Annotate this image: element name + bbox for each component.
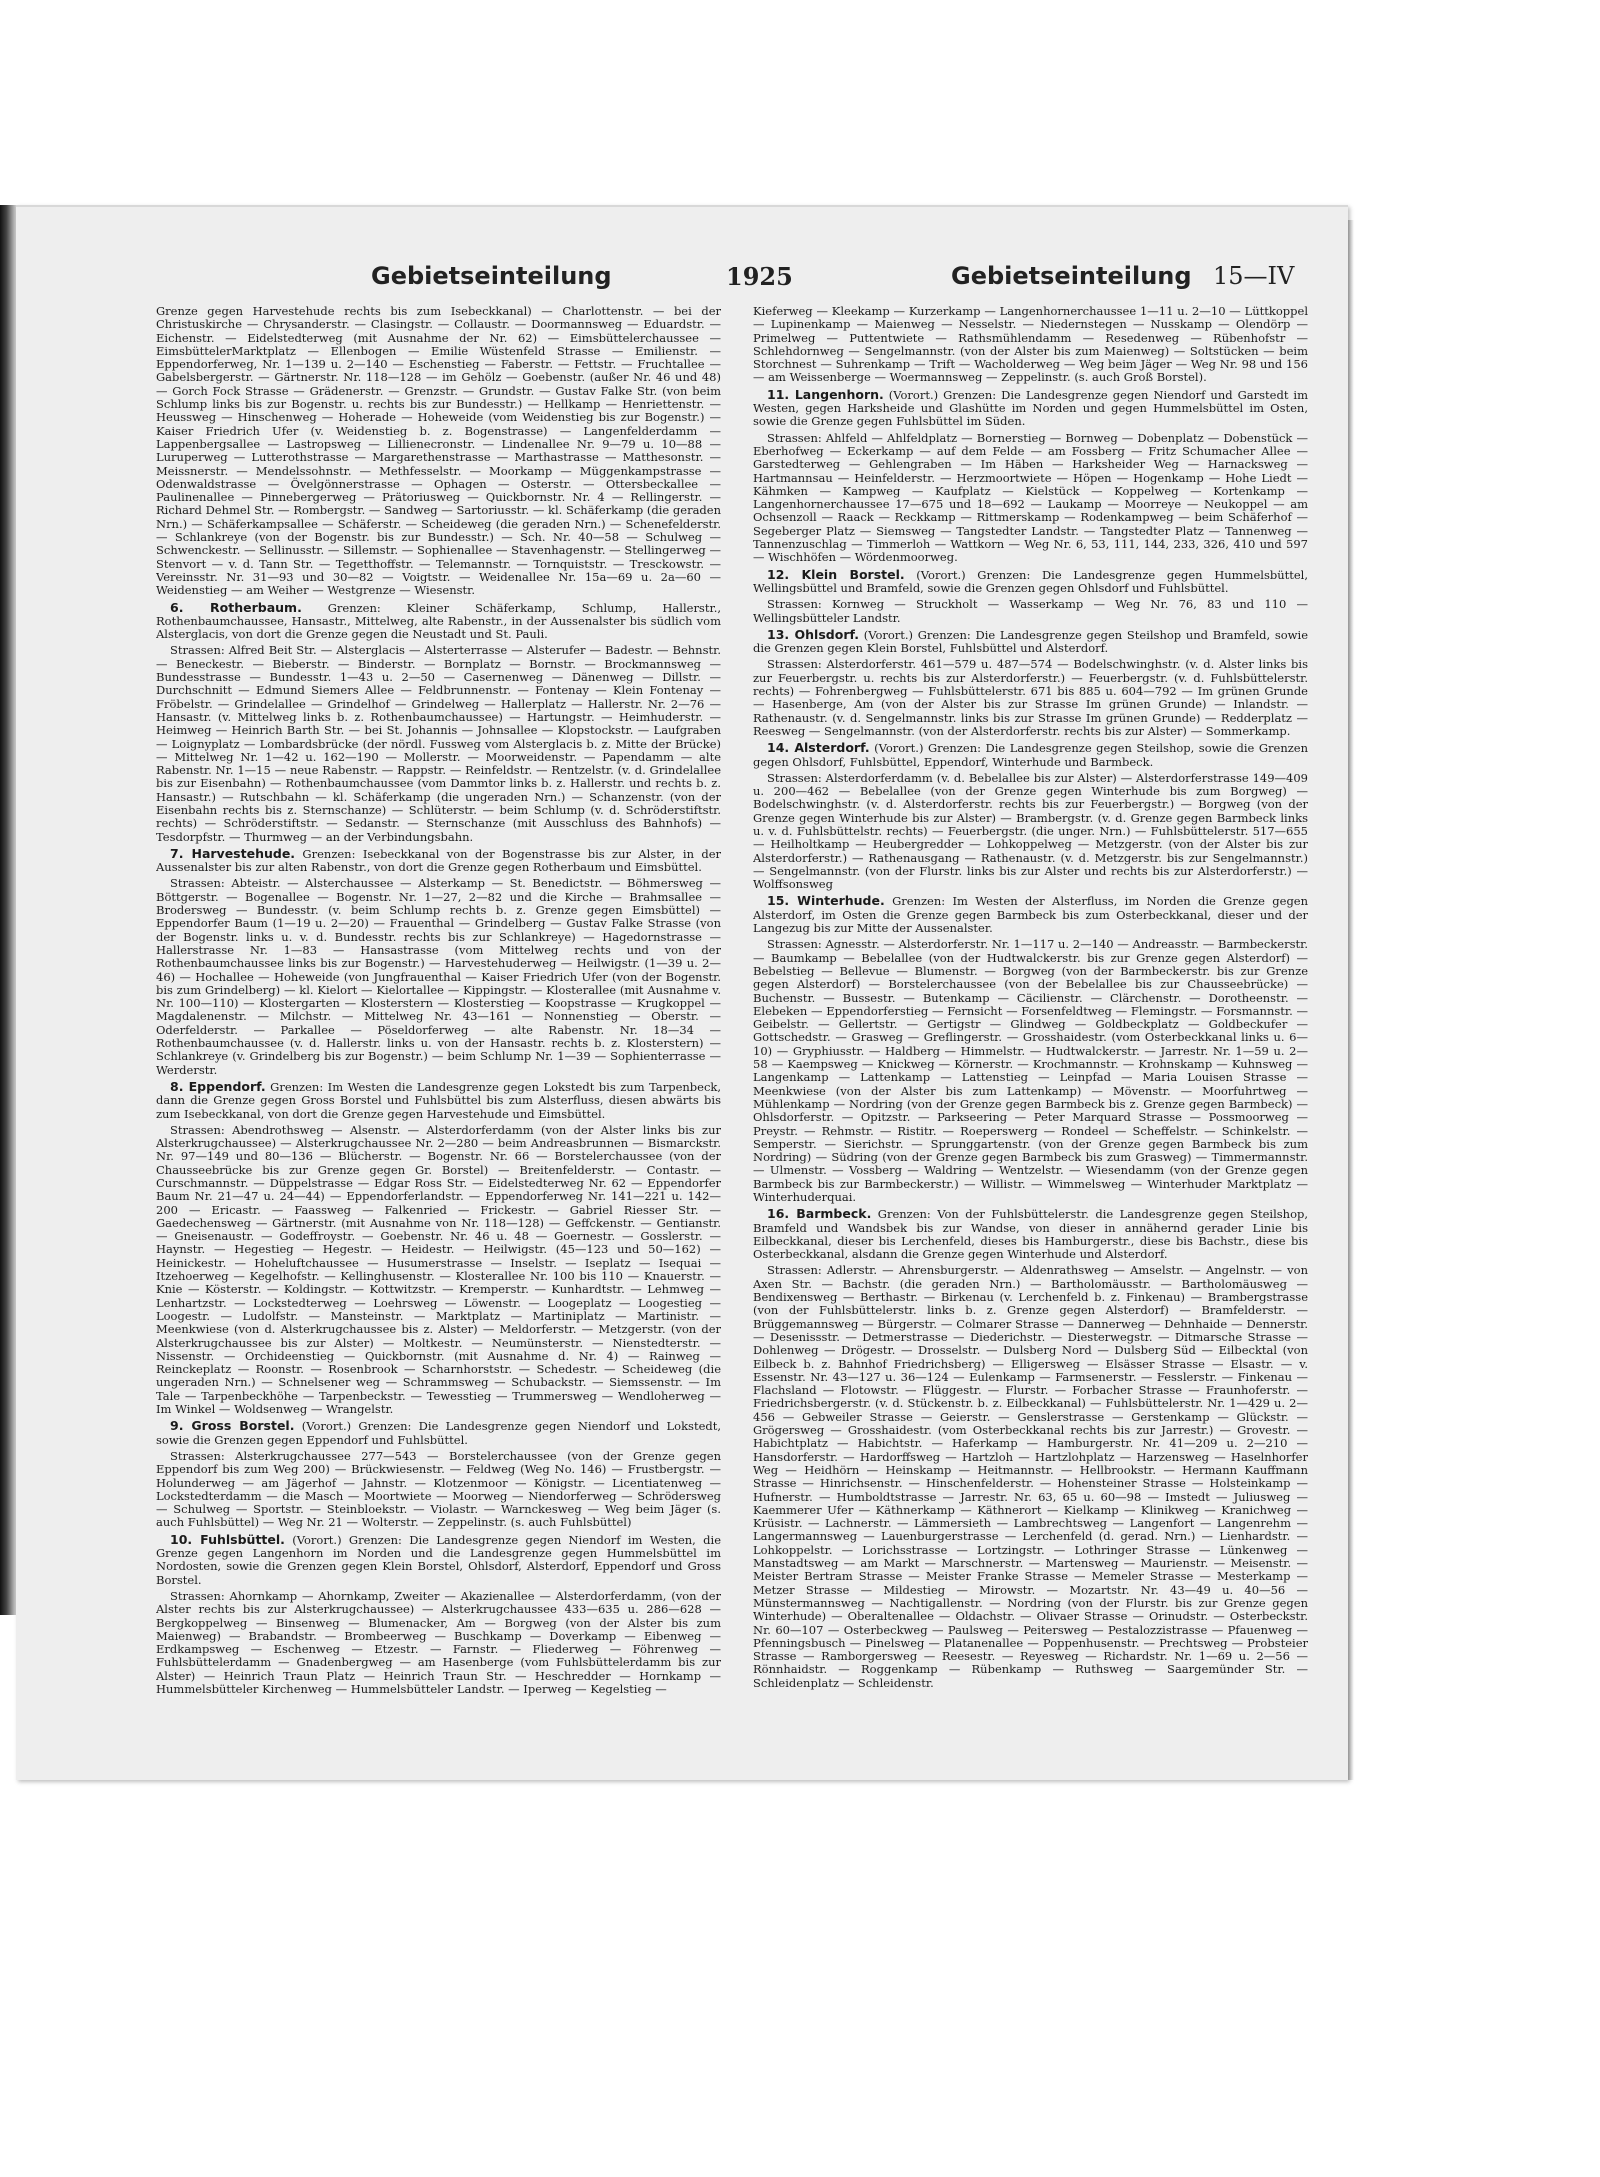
section-12-streets: Strassen: Kornweg — Struckholt — Wasserkamp — Weg Nr. 76, 83 und 110 — Wellingsbütteler Landstr.: [753, 597, 1308, 625]
section-12: [753, 568, 1308, 596]
section-10-boundaries: (Vorort.) Grenzen: Die Landesgrenze gegen Niendorf im Westen, die Grenze gegen Langenhorn im Norden und die Landesgrenze gegen Hummelsbüttel im Nordosten, sowie die Grenzen gegen Klein Borstel, Ohlsdorf, Alsterdorf, Eppendorf und Gross Borstel.: [156, 1532, 721, 1587]
section-9-streets: Strassen: Alsterkrugchaussee 277—543 — Borstelerchaussee (von der Grenze gegen Eppendorf bis zum Weg 200) — Brückwiesenstr. — Feldweg (Weg No. 146) — Frustbergstr. — Holunderweg — am Jägerhof — Jahnstr. — Klotzenmoor — Königstr. — Licentiatenweg — Lockstedterdamm — die Masch — Moortwiete — Moorweg — Niendorferweg — Schrödersweg — Schulweg — Sportstr. — Steinbloekstr. — Violastr. — Warnckesweg — Weg beim Jäger (s. auch Fuhlsbüttel) — Weg Nr. 21 — Wolterstr. — Zeppelinstr. (s. auch Fuhlsbüttel): [156, 1448, 721, 1530]
header-right-title: Gebietseinteilung: [951, 262, 1192, 290]
section-7: [156, 847, 721, 875]
section-11-boundaries: (Vorort.) Grenzen: Die Landesgrenze gegen Niendorf und Garstedt im Westen, gegen Harksheide und Glashütte im Norden und gegen Hummelsbüttel im Osten, sowie die Grenze gegen Fuhlsbüttel im Süden.: [753, 387, 1308, 429]
section-9-title: 9. Gross Borstel.: [170, 1418, 295, 1434]
section-7-title: 7. Harvestehude.: [170, 845, 296, 861]
section-11: [753, 388, 1308, 429]
section-8-boundaries: Grenzen: Im Westen die Landesgrenze gegen Lokstedt bis zum Tarpenbeck, dann die Grenze gegen Gross Borstel und Fuhlsbüttel bis zum Alsterfluss, diesen abwärts bis zum Isebeckkanal, von dort die Grenze gegen Harvestehude und Eimsbüttel.: [156, 1079, 721, 1121]
section-8-streets: Strassen: Abendrothsweg — Alsenstr. — Alsterdorferdamm (von der Alster links bis zur Alsterkrugchaussee) — Alsterkrugchaussee Nr. 2—280 — beim Andreasbrunnen — Bismarckstr. Nr. 97—149 und 80—136 — Blücherstr. — Bogenstr. Nr. 66 — Borstelerchaussee (von der Chausseebrücke bis zur Grenze gegen Gr. Borstel) — Breitenfelderstr. — Contastr. — Curschmannstr. — Düppelstrasse — Edgar Ross Str. — Eidelstedterweg Nr. 62 — Eppendorfer Baum Nr. 21—47 u. 24—44) — Eppendorferlandstr. — Eppendorferweg Nr. 141—221 u. 142—200 — Ericastr. — Faassweg — Falkenried — Frickestr. — Gabriel Riesser Str. — Gaedechensweg — Gärtnerstr. (mit Ausnahme von Nr. 118—128) — Geffckenstr. — Gentianstr. — Gneisenaustr. — Godeffroystr. — Goebenstr. Nr. 46 u. 48 — Goernestr. — Gosslerstr. — Haynstr. — Hegestieg — Hegestr. — Heidestr. — Heilwigstr. (45—123 und 50—162) — Heinickestr. — Hoheluftchaussee — Husumerstrasse — Inselstr. — Iseplatz — Isequai — Itzehoerweg — Kegelhofstr. — Kellinghusenstr. — Klosterallee Nr. 100 bis 110 — Knauerstr. — Knie — Kösterstr. — Koldingstr. — Kottwitzstr. — Kremperstr. — Kunhardtstr. — Lehmweg — Lenhartzstr. — Lockstedterweg — Loehrsweg — Löwenstr. — Loogeplatz — Loogestieg — Loogestr. — Ludolfstr. — Mansteinstr. — Marktplatz — Martiniplatz — Martinistr. — Meenkwiese (von d. Alsterkrugchaussee bis z. Alster) — Meldorferstr. — Metzgerstr. (von der Alsterkrugchaussee bis zur Alster) — Moltkestr. — Neumünsterstr. — Nienstedterstr. — Nissenstr. — Orchideenstieg — Quickbornstr. (mit Ausnahme d. Nr. 4) — Rainweg — Reinckeplatz — Roonstr. — Rosenbrook — Scharnhorststr. — Schedestr. — Scheideweg (die ungeraden Nrn.) — Schnelsener weg — Schrammsweg — Schubackstr. — Siemssenstr. — Im Tale — Tarpenbeckhöhe — Tarpenbeckstr. — Tewesstieg — Trummersweg — Wendloherweg — Im Winkel — Woldsenweg — Wrangelstr.: [156, 1122, 721, 1417]
section-16-title: 16. Barmbeck.: [767, 1206, 872, 1222]
section-12-title: 12. Klein Borstel.: [767, 566, 905, 582]
header-year: 1925: [726, 262, 793, 291]
section-5-continuation: Grenze gegen Harvestehude rechts bis zum Isebeckkanal) — Charlottenstr. — bei der Christuskirche — Chrysanderstr. — Clasingstr. — Collaustr. — Doormannsweg — Eduardstr. — Eichenstr. — Eidelstedterweg (mit Ausnahme der Nr. 62) — Eimsbüttelerchaussee — EimsbüttelerMarktplatz — Ellenbogen — Emilie Wüstenfeld Strasse — Emilienstr. — Eppendorferweg, Nr. 1—139 u. 2—140 — Eschenstieg — Faberstr. — Fettstr. — Fruchtallee — Gabelsbergerstr. — Gärtnerstr. Nr. 118—128 — im Gehölz — Goebenstr. (außer Nr. 46 und 48) — Gorch Fock Strasse — Grädenerstr. — Grenzstr. — Grundstr. — Gustav Falke Str. (von beim Schlump links bis zur Bogenstr. u. rechts bis zur Bundesstr.) — Hellkamp — Henriettenstr. — Heussweg — Hinschenweg — Hoherade — Hoheweide (vom Weidenstieg bis zur Bogenstr.) — Kaiser Friedrich Ufer (v. Weidenstieg b. z. Bogenstrasse) — Langenfelderdamm — Lappenbergsallee — Lastropsweg — Lillienecronstr. — Lindenallee Nr. 9—79 u. 10—88 — Luruperweg — Lutterothstrasse — Margarethenstrasse — Marthastrasse — Matthesonstr. — Meissnerstr. — Mendelssohnstr. — Methfesselstr. — Moorkamp — Müggenkampstrasse — Odenwaldstrasse — Övelgönnerstrasse — Ophagen — Osterstr. — Ottersbeckallee — Paulinenallee — Pinnebergerweg — Prätoriusweg — Quickbornstr. Nr. 4 — Rellingerstr. — Richard Dehmel Str. — Rombergstr. — Sandweg — Sartoriusstr. — kl. Schäferkamp (die geraden Nrn.) — Schäferkampsallee — Schäferstr. — Scheideweg (die geraden Nrn.) — Schenefelderstr. — Schlankreye (von der Bogenstr. bis zur Bundesstr.) — Sch. Nr. 40—58 — Schulweg — Schwenckestr. — Sellinusstr. — Sillemstr. — Sophienallee — Stavenhagenstr. — Stellingerweg — Stenvort — v. d. Tann Str. — Tegetthoffstr. — Telemannstr. — Tornquiststr. — Tresckowstr. — Vereinsstr. Nr. 31—93 und 30—82 — Voigtstr. — Weidenallee Nr. 15a—69 u. 2a—60 — Weidenstieg — am Weiher — Westgrenze — Wiesenstr.: [156, 305, 721, 598]
section-6-boundaries: Grenzen: Kleiner Schäferkamp, Schlump, Hallerstr., Rothenbaumchaussee, Hansastr., Mittelweg, alte Rabenstr., in der Aussenalster bis südlich vom Alsterglacis, von dort die Grenze gegen die Neustadt und St. Pauli.: [156, 600, 721, 642]
section-9: [156, 1419, 721, 1447]
running-head: [16, 262, 1348, 302]
section-10-streets: Strassen: Ahornkamp — Ahornkamp, Zweiter — Akazienallee — Alsterdorferdamm, (von der Alster rechts bis zur Alsterkrugchaussee) — Alsterkrugchaussee 433—635 u. 286—628 — Bergkoppelweg — Binsenweg — Blumenacker, Am — Borgweg (von der Alster bis zum Maienweg) — Brabandstr. — Brombeerweg — Buschkamp — Doverkamp — Eibenweg — Erdkampsweg — Eschenweg — Etzestr. — Farnstr. — Fliederweg — Föhrenweg — Fuhlsbüttelerdamm — Gnadenbergweg — am Hasenberge (vom Fuhlsbüttelerdamm bis zur Alster) — Heinrich Traun Platz — Heinrich Traun Str. — Heschredder — Hornkamp — Hummelsbütteler Kirchenweg — Hummelsbütteler Landstr. — Iperweg — Kegelstieg —: [156, 1588, 721, 1696]
section-8: [156, 1080, 721, 1121]
section-9-boundaries: (Vorort.) Grenzen: Die Landesgrenze gegen Niendorf und Lokstedt, sowie die Grenzen gegen Eppendorf und Fuhlsbüttel.: [156, 1419, 721, 1447]
section-15-streets: Strassen: Agnesstr. — Alsterdorferstr. Nr. 1—117 u. 2—140 — Andreasstr. — Barmbeckerstr. — Baumkamp — Bebelallee (von der Hudtwalckerstr. bis zur Grenze gegen Alsterdorf) — Bebelstieg — Bellevue — Blumenstr. — Borgweg (von der Barmbeckerstr. bis zur Grenze gegen Alsterdorf) — Borstelerchaussee (von der Bebelallee bis zur Chausseebrücke) — Buchenstr. — Bussestr. — Butenkamp — Cäcilienstr. — Clärchenstr. — Dorotheenstr. — Elebeken — Eppendorferstieg — Fernsicht — Forsenfeldtweg — Flemingstr. — Forsmannstr. — Geibelstr. — Gellertstr. — Gertigstr — Glindweg — Goldbeckplatz — Goldbeckufer — Gottschedstr. — Grasweg — Greflingerstr. — Grosshaidestr. (vom Osterbeckkanal links u. 6—10) — Gryphiusstr. — Haldberg — Himmelstr. — Hudtwalckerstr. — Jarrestr. Nr. 1—59 u. 2—58 — Kaempsweg — Knickweg — Körnerstr. — Krochmannstr. — Krohnskamp — Kuhnsweg — Langenkamp — Lattenkamp — Lattenstieg — Leinpfad — Maria Louisen Strasse — Meenkwiese (von der Alster bis zum Lattenkamp) — Mövenstr. — Moorfuhrtweg — Mühlenkamp — Nordring (von der Grenze gegen Barmbeck bis z. Grenze gegen Barmbeck) — Ohlsdorferstr. — Opitzstr. — Parkseering — Peter Marquard Strasse — Possmoorweg — Preystr. — Rehmstr. — Ristitr. — Roeperswerg — Rondeel — Scheffelstr. — Schinkelstr. — Semperstr. — Sierichstr. — Sprunggartenstr. (von der Grenze gegen Barmbeck bis zum Nordring) — Südring (von der Grenze gegen Barmbeck bis zum Grasweg) — Timmermannstr. — Ulmenstr. — Vossberg — Waldring — Wentzelstr. — Wiesendamm (von der Grenze gegen Barmbeck bis zur Barmbeckerstr.) — Willistr. — Wimmelsweg — Winterhuder Marktplatz — Winterhuderquai.: [753, 937, 1308, 1204]
section-15-title: 15. Winterhude.: [767, 893, 885, 909]
section-10-continuation: Kieferweg — Kleekamp — Kurzerkamp — Langenhornerchaussee 1—11 u. 2—10 — Lüttkoppel — Lupinenkamp — Maienweg — Nesselstr. — Niedernstegen — Nusskamp — Olendörp — Primelweg — Puttentwiete — Rathsmühlendamm — Resedenweg — Rübenhofstr — Schlehdornweg — Sengelmannstr. (von der Alster bis zum Maienweg) — Soltstücken — beim Storchnest — Suhrenkamp — Trift — Wacholderweg — Weg beim Jäger — Weg Nr. 98 und 156 — am Weissenberge — Woermannsweg — Zeppelinstr. (s. auch Groß Borstel).: [753, 305, 1308, 385]
section-15-boundaries: Grenzen: Im Westen der Alsterfluss, im Norden die Grenze gegen Alsterdorf, im Osten die Grenze gegen Barmbeck bis zum Osterbeckkanal, dieser und der Langezug bis zur Mitte der Aussenalster.: [753, 894, 1308, 936]
section-16: [753, 1207, 1308, 1261]
section-13: [753, 628, 1308, 656]
section-10-title: 10. Fuhlsbüttel.: [170, 1531, 285, 1547]
section-13-streets: Strassen: Alsterdorferstr. 461—579 u. 487—574 — Bodelschwinghstr. (v. d. Alster links bis zur Feuerbergstr. u. rechts bis zur Alsterdorferstr.) — Feuerbergstr. (v. d. Fuhlsbüttelerstr. rechts) — Fohrenbergweg — Fuhlsbüttelerstr. 671 bis 885 u. 604—792 — Im grünen Grunde — Hasenberge, Am (von der Alster bis zur Strasse Im grünen Grunde) — Inlandstr. — Rathenaustr. (v. d. Sengelmannstr. links bis zur Strasse Im grünen Grunde) — Redderplatz — Reesweg — Sengelmannstr. (von der Alsterdorferstr. rechts bis zur Alster) — Sommerkamp.: [753, 657, 1308, 738]
section-14-boundaries: (Vorort.) Grenzen: Die Landesgrenze gegen Steilshop, sowie die Grenzen gegen Ohlsdorf, Fuhlsbüttel, Eppendorf, Winterhude und Barmbeck.: [753, 741, 1308, 769]
section-13-boundaries: (Vorort.) Grenzen: Die Landesgrenze gegen Steilshop und Bramfeld, sowie die Grenzen gegen Klein Borstel, Fuhlsbüttel und Alsterdorf.: [753, 627, 1308, 656]
section-6-streets: Strassen: Alfred Beit Str. — Alsterglacis — Alsterterrasse — Alsterufer — Badestr. — Behnstr. — Beneckestr. — Bieberstr. — Binderstr. — Bornplatz — Bornstr. — Brockmannsweg — Bundesstrasse — Bundesstr. 1—43 u. 2—50 — Casernenweg — Dänenweg — Dillstr. — Durchschnitt — Edmund Siemers Allee — Feldbrunnenstr. — Fontenay — Klein Fontenay — Fröbelstr. — Grindelallee — Grindelhof — Grindelweg — Hallerplatz — Hallerstr. Nr. 2—76 — Hansastr. (v. Mittelweg links b. z. Rothenbaumchaussee) — Hartungstr. — Heimhuderstr. — Heimweg — Heinrich Barth Str. — bei St. Johannis — Johnsallee — Klopstockstr. — Laufgraben — Loignyplatz — Lombardsbrücke (der nördl. Fussweg vom Alsterglacis b. z. Mitte der Brücke) — Mittelweg Nr. 1—42 u. 162—190 — Mollerstr. — Moorweidenstr. — Papendamm — alte Rabenstr. Nr. 1—15 — neue Rabenstr. — Rappstr. — Reinfeldstr. — Rentzelstr. (v. d. Grindelallee bis zur Eisenbahn) — Rothenbaumchaussee (vom Dammtor links b. z. Hallerstr. und rechts b. z. Hansastr.) — Rutschbahn — kl. Schäferkamp (die ungeraden Nrn.) — Schanzenstr. (von der Eisenbahn rechts bis z. Sternschanze) — Schlüterstr. — beim Schlump (v. d. Schröderstiftstr. rechts) — Schröderstiftstr. — Sedanstr. — Sternschanze (mit Ausschluss des Bahnhofs) — Tesdorpfstr. — Thurmweg — an der Verbindungsbahn.: [156, 643, 721, 844]
section-12-boundaries: (Vorort.) Grenzen: Die Landesgrenze gegen Hummelsbüttel, Wellingsbüttel und Bramfeld, sowie die Grenzen gegen Ohlsdorf und Fuhlsbüttel.: [753, 567, 1308, 595]
section-7-boundaries: Grenzen: Isebeckkanal von der Bogenstrasse bis zur Alster, in der Aussenalster bis zur alten Rabenstr., von dort die Grenze gegen Rotherbaum und Eimsbüttel.: [156, 846, 721, 875]
section-13-title: 13. Ohlsdorf.: [767, 626, 859, 642]
section-14-title: 14. Alsterdorf.: [767, 740, 870, 756]
left-column: [156, 305, 721, 1745]
section-11-streets: Strassen: Ahlfeld — Ahlfeldplatz — Bornerstieg — Bornweg — Dobenplatz — Dobenstück — Eberhofweg — Eckerkamp — auf dem Felde — am Fossberg — Fritz Schumacher Allee — Garstedterweg — Gehlengraben — Im Häben — Harksheider Weg — Harnacksweg — Hartmannsau — Heinfelderstr. — Herzmoortwiete — Höpen — Hogenkamp — Hohe Liedt — Kähmken — Kampweg — Kaufplatz — Kielstück — Koppelweg — Kortenkamp — Langenhornerchaussee 17—675 und 18—692 — Laukamp — Moorreye — Neukoppel — am Ochsenzoll — Raack — Reckkamp — Rittmerskamp — Rodenkampweg — beim Schäferhof — Segeberger Platz — Siemsweg — Tangstedter Landstr. — Tangstedter Platz — Tannenweg — Tannenzuschlag — Timmerloh — Wattkorn — Weg Nr. 6, 53, 111, 144, 233, 326, 410 und 597 — Wischhöfen — Wördenmoorweg.: [753, 430, 1308, 565]
scanned-page: [16, 205, 1348, 1780]
section-15: [753, 894, 1308, 935]
section-7-streets: Strassen: Abteistr. — Alsterchaussee — Alsterkamp — St. Benedictstr. — Böhmersweg — Böttgerstr. — Bogenallee — Bogenstr. Nr. 1—27, 2—82 und die Kirche — Brahmsallee — Brodersweg — Bundesstr. (v. beim Schlump rechts b. z. Grenze gegen Eimsbüttel) — Eppendorfer Baum (1—19 u. 2—20) — Frauenthal — Grindelberg — Gustav Falke Strasse (von der Bogenstr. links u. v. d. Bundesstr. rechts bis zur Schlankreye) — Hagedornstrasse — Hallerstrasse Nr. 1—83 — Hansastrasse (vom Mittelweg rechts und von der Rothenbaumchaussee links bis zur Bogenstr.) — Harvestehuderweg — Heilwigstr. (1—39 u. 2—46) — Hochallee — Hoheweide (von Jungfrauenthal — Kaiser Friedrich Ufer (von der Bogenstr. bis zum Grindelberg) — kl. Kielort — Kielortallee — Kippingstr. — Klosterallee (mit Ausnahme v. Nr. 100—110) — Klostergarten — Klosterstern — Klosterstieg — Koopstrasse — Krugkoppel — Magdalenenstr. — Milchstr. — Mittelweg Nr. 43—161 — Nonnenstieg — Oberstr. — Oderfelderstr. — Parkallee — Pöseldorferweg — alte Rabenstr. Nr. 18—34 — Rothenbaumchaussee (v. d. Hallerstr. links u. von der Hansastr. rechts b. z. Klosterstern) — Schlankreye (v. Grindelberg bis zur Bogenstr.) — beim Schlump Nr. 1—39 — Sophienterrasse — Werderstr.: [156, 876, 721, 1077]
section-16-boundaries: Grenzen: Von der Fuhlsbüttelerstr. die Landesgrenze gegen Steilshop, Bramfeld und Wandsbek bis zur Wandse, von dieser in annähernd gerader Linie bis Eilbeckkanal, dieser bis Lerchenfeld, dieses bis Hamburgerstr., diese bis Bachstr., diese bis Osterbeckkanal, alsdann die Grenze gegen Winterhude und Alsterdorf.: [753, 1207, 1308, 1262]
section-10: [156, 1533, 721, 1587]
book-spine-edge: [0, 205, 16, 1615]
section-8-title: 8. Eppendorf.: [170, 1078, 266, 1094]
section-14: [753, 741, 1308, 769]
section-11-title: 11. Langenhorn.: [767, 386, 884, 402]
page-right-edge: [1348, 220, 1354, 1780]
page-number: 15—IV: [1213, 262, 1295, 290]
right-column: [753, 305, 1308, 1745]
section-6-title: 6. Rotherbaum.: [170, 599, 302, 615]
section-16-streets: Strassen: Adlerstr. — Ahrensburgerstr. — Aldenrathsweg — Amselstr. — Angelnstr. — von Axen Str. — Bachstr. (die geraden Nrn.) — Bartholomäusstr. — Bartholomäusweg — Bendixensweg — Berthastr. — Birkenau (v. Lerchenfeld b. z. Finkenau) — Brambergstrasse (von der Fuhlsbüttelerstr. links b. z. Grenze gegen Alsterdorf) — Bramfelderstr. — Brüggemannsweg — Bürgerstr. — Colmarer Strasse — Dannerweg — Dehnhaide — Dennerstr. — Desenissstr. — Detmerstrasse — Diederichstr. — Diesterwegstr. — Ditmarsche Strasse — Dohlenweg — Drögestr. — Drosselstr. — Dulsberg Nord — Dulsberg Süd — Eilbecktal (von Eilbeck b. z. Bahnhof Friedrichsberg) — Elligersweg — Elsässer Strasse — Elsastr. — v. Essenstr. Nr. 43—127 u. 36—124 — Eulenkamp — Farmsenerstr. — Fesslerstr. — Finkenau — Flachsland — Flotowstr. — Flüggestr. — Flurstr. — Forbacher Strasse — Fraunhoferstr. — Friedrichsbergerstr. (v. d. Stückenstr. b. z. Eilbeckkanal) — Fuhlsbüttelerstr. Nr. 1—429 u. 2—456 — Gebweiler Strasse — Geierstr. — Genslerstrasse — Gerstenkamp — Glückstr. — Grögersweg — Grosshaidestr. (vom Osterbeckkanal rechts bis zur Jarrestr.) — Grovestr. — Habichtplatz — Habichtstr. — Haferkamp — Hamburgerstr. Nr. 41—209 u. 2—210 — Hansdorferstr. — Hardorffsweg — Hartzloh — Hartzlohplatz — Harzensweg — Haselnhorfer Weg — Heidhörn — Heinskamp — Heitmannstr. — Hellbrookstr. — Hermann Kauffmann Strasse — Hinrichsenstr. — Hinschenfelderstr. — Hohensteiner Strasse — Holsteinkamp — Hufnerstr. — Humboldtstrasse — Jarrestr. Nr. 63, 65 u. 60—98 — Imstedt — Juliusweg — Kaemmerer Ufer — Käthnerkamp — Käthnerort — Kielkamp — Klinikweg — Kranichweg — Krüsistr. — Lachnerstr. — Lämmersieth — Lambrechtsweg — Langenfort — Langenrehm — Langermannsweg — Lauenburgerstrasse — Lerchenfeld (d. gerad. Nrn.) — Lienhardstr. — Lohkoppelstr. — Lorichsstrasse — Lortzingstr. — Lothringer Strasse — Lünkenweg — Manstadtsweg — am Markt — Marschnerstr. — Martensweg — Maurienstr. — Meisenstr. — Meister Bertram Strasse — Meister Franke Strasse — Memeler Strasse — Mesterkamp — Metzer Strasse — Mildestieg — Mirowstr. — Mozartstr. Nr. 43—49 u. 40—56 — Münstermannsweg — Nachtigallenstr. — Nordring (von der Flurstr. bis zur Grenze gegen Winterhude) — Oberaltenallee — Oldachstr. — Olivaer Strasse — Orinudstr. — Osterbeckstr. Nr. 60—107 — Osterbeckweg — Paulsweg — Peitersweg — Pestalozzistrasse — Pfauenweg — Pfenningsbusch — Pinelsweg — Platanenallee — Poppenhusenstr. — Prechtsweg — Probsteier Strasse — Ramborgersweg — Reesestr. — Reyesweg — Richardstr. Nr. 1—69 u. 2—56 — Rönnhaidstr. — Roggenkamp — Rübenkamp — Ruthsweg — Saargemünder Str. — Schleidenplatz — Schleidenstr.: [753, 1263, 1308, 1690]
header-left-title: Gebietseinteilung: [371, 262, 612, 290]
section-14-streets: Strassen: Alsterdorferdamm (v. d. Bebelallee bis zur Alster) — Alsterdorferstrasse 149—409 u. 200—462 — Bebelallee (von der Grenze gegen Winterhude bis zum Borgweg) — Bodelschwinghstr. (v. d. Alsterdorferstr. rechts bis zur Feuerbergstr.) — Borgweg (von der Grenze gegen Winterhude bis zur Alster) — Brambergstr. (v. d. Grenze gegen Barmbeck links u. v. d. Fuhlsbüttelstr. rechts) — Feuerbergstr. (die unger. Nrn.) — Fuhlsbüttelerstr. 517—655 — Heilholtkamp — Heubergredder — Lohkoppelweg — Metzgerstr. (von der Alster bis zur Alsterdorferstr.) — Rathenausgang — Rathenaustr. (v. d. Metzgerstr. bis zur Sengelmannstr.) — Sengelmannstr. (von der Flurstr. links bis zur Alster und rechts bis zur Alsterdorferstr.) — Wolffsonsweg: [753, 770, 1308, 892]
section-6: [156, 601, 721, 642]
